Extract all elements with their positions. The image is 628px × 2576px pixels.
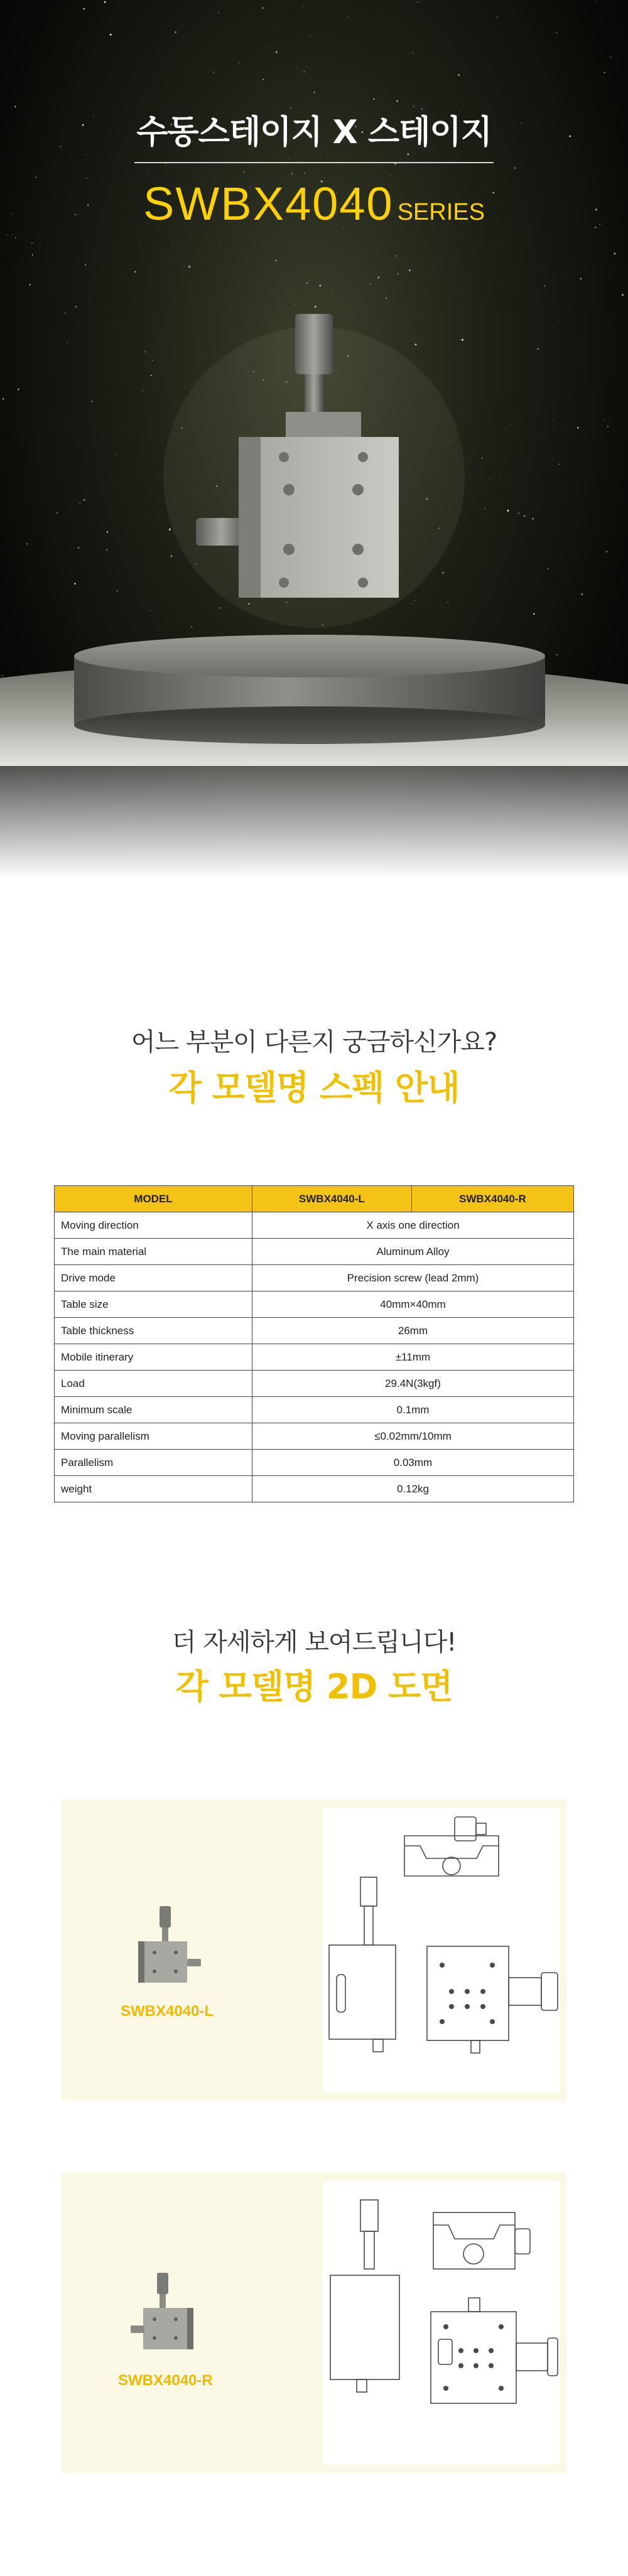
spec-row [55,1423,574,1450]
spec-value: 29.4N(3kgf) [252,1371,574,1397]
star [8,169,9,170]
hero-divider [134,162,494,163]
star [370,283,371,284]
drawing-panel-r [62,2172,566,2474]
star [32,254,33,256]
star [262,8,263,9]
star [175,31,176,33]
spec-value: Aluminum Alloy [252,1239,574,1265]
star [15,237,16,238]
stage-product-image [0,289,628,766]
star [85,154,86,155]
star [420,2,421,3]
spec-row [55,1265,574,1291]
star [378,277,380,279]
star [30,284,31,285]
spec-row [55,1476,574,1502]
star [134,271,136,272]
spec-row [55,1371,574,1397]
spec-value: 26mm [252,1318,574,1344]
spec-value: ≤0.02mm/10mm [252,1423,574,1450]
panel-label-r: SWBX4040-R [118,2372,213,2389]
star [391,175,392,176]
spec-row [55,1239,574,1265]
star [276,260,277,261]
spec-label: Moving direction [55,1212,252,1239]
star [614,253,615,254]
header-model: MODEL [55,1186,252,1212]
star [610,57,612,58]
star [188,266,190,267]
hero-title: 수동스테이지 X 스테이지 [136,114,492,151]
star [110,34,112,36]
drawing-section-subtitle: 더 자세하게 보여드립니다! [171,1628,457,1657]
star [291,173,293,175]
spec-row [55,1450,574,1476]
hero-fade [0,716,628,879]
hero-model-suffix: SERIES [397,199,485,225]
star [243,172,244,173]
star [313,92,315,94]
star [238,62,239,63]
spec-value: Precision screw (lead 2mm) [252,1265,574,1291]
spec-label: The main material [55,1239,252,1265]
star [497,16,498,18]
hero-model-name [0,177,628,230]
panel-label-l: SWBX4040-L [121,2003,214,2020]
spec-label: Table thickness [55,1318,252,1344]
star [442,10,443,11]
star [104,1,106,3]
spec-table-header [55,1186,574,1212]
technical-drawing-r [323,2181,560,2465]
star [213,72,214,73]
star [383,265,384,266]
header-model-r: SWBX4040-R [411,1186,573,1212]
spec-label: weight [55,1476,252,1502]
star [604,72,605,73]
spec-label: Table size [55,1291,252,1318]
star [263,78,264,80]
star [397,273,399,275]
star [83,8,85,10]
star [496,94,497,95]
star [6,234,8,235]
star [514,167,516,169]
drawing-section-title: 각 모델명 2D 도면 [175,1667,453,1706]
spec-label: Moving parallelism [55,1423,252,1450]
spec-row [55,1291,574,1318]
spec-value: 0.03mm [252,1450,574,1476]
spec-table [54,1185,574,1502]
hero-model-main: SWBX4040 [143,178,394,230]
spec-value: 0.1mm [252,1397,574,1423]
product-thumbnail-l [124,1906,212,2000]
star [412,52,413,53]
spec-section-title: 각 모델명 스펙 안내 [168,1068,460,1107]
star [458,74,460,76]
star [320,285,322,287]
header-model-l: SWBX4040-L [252,1186,412,1212]
technical-drawing-l [323,1808,560,2092]
spec-row [55,1318,574,1344]
star [306,283,308,284]
star [409,269,411,271]
spec-section-subtitle: 어느 부분이 다른지 궁금하신가요? [131,1028,497,1057]
star [556,32,557,33]
star [276,51,278,53]
spec-value: 40mm×40mm [252,1291,574,1318]
star [544,286,546,287]
drawing-area-r [323,2181,560,2465]
star [348,16,349,17]
star [31,242,33,244]
spec-value: 0.12kg [252,1476,574,1502]
star [254,154,255,155]
star [304,173,305,174]
drawing-area-l [323,1808,560,2092]
star [303,72,305,73]
spec-row [55,1397,574,1423]
spec-label: Minimum scale [55,1397,252,1423]
spec-label: Parallelism [55,1450,252,1476]
product-thumbnail-r [122,2273,210,2367]
spec-label: Drive mode [55,1265,252,1291]
star [407,153,409,155]
spec-row [55,1344,574,1371]
spec-value: X axis one direction [252,1212,574,1239]
star [40,245,41,246]
star [417,1,418,3]
star [580,278,582,280]
star [533,21,534,22]
drawing-panel-l [62,1799,566,2101]
spec-label: Load [55,1371,252,1397]
star [300,286,301,287]
star [396,100,398,102]
star [373,99,374,100]
spec-value: ±11mm [252,1344,574,1371]
star [184,85,185,86]
star [391,59,392,60]
spec-row [55,1212,574,1239]
spec-label: Mobile itinerary [55,1344,252,1371]
hero-banner [0,0,628,879]
star [85,264,87,266]
star [218,12,219,13]
star [147,170,148,171]
